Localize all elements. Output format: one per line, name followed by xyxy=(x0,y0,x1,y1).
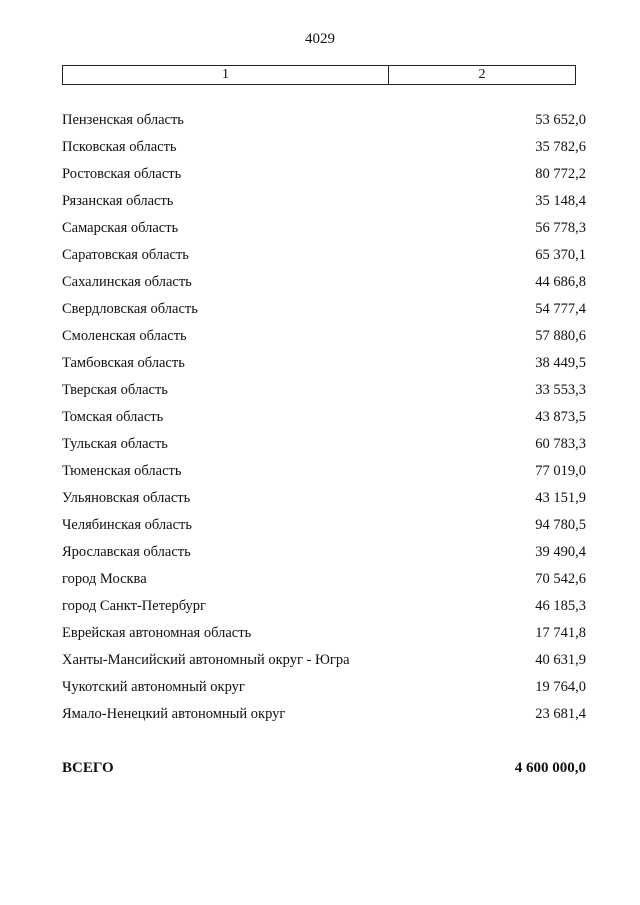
table-row xyxy=(62,272,586,299)
region-name: Ханты-Мансийский автономный округ - Югра xyxy=(62,652,350,668)
table-row xyxy=(62,596,586,623)
table-row xyxy=(62,299,586,326)
table-row xyxy=(62,650,586,677)
region-value: 44 686,8 xyxy=(535,274,586,290)
table-row xyxy=(62,569,586,596)
region-name: Самарская область xyxy=(62,220,179,236)
region-value: 19 764,0 xyxy=(535,679,586,695)
total-label: ВСЕГО xyxy=(62,760,114,776)
table-row xyxy=(62,407,586,434)
total-value: 4 600 000,0 xyxy=(514,760,586,776)
region-name: Ярославская область xyxy=(62,544,191,560)
region-value: 80 772,2 xyxy=(535,166,586,182)
region-value: 53 652,0 xyxy=(535,112,586,128)
table-row xyxy=(62,164,586,191)
region-value: 70 542,6 xyxy=(535,571,586,587)
table-row xyxy=(62,461,586,488)
region-name: Томская область xyxy=(62,409,164,425)
region-value: 65 370,1 xyxy=(535,247,586,263)
table-row xyxy=(62,110,586,137)
table-row xyxy=(62,191,586,218)
total-row xyxy=(62,760,586,777)
region-name: Ульяновская область xyxy=(62,490,191,506)
column-header-table xyxy=(62,65,576,85)
table-row xyxy=(62,353,586,380)
table-row xyxy=(62,542,586,569)
region-value: 54 777,4 xyxy=(535,301,586,317)
region-value: 56 778,3 xyxy=(535,220,586,236)
table-row xyxy=(62,434,586,461)
region-name: Ямало-Ненецкий автономный округ xyxy=(62,706,286,722)
column-header-2: 2 xyxy=(478,67,486,82)
region-value: 23 681,4 xyxy=(535,706,586,722)
region-name: Тюменская область xyxy=(62,463,182,479)
region-name: Рязанская область xyxy=(62,193,174,209)
region-name: Саратовская область xyxy=(62,247,189,263)
region-value: 39 490,4 xyxy=(535,544,586,560)
region-name: Тульская область xyxy=(62,436,168,452)
region-name: Смоленская область xyxy=(62,328,187,344)
region-name: Сахалинская область xyxy=(62,274,192,290)
region-value: 43 151,9 xyxy=(535,490,586,506)
region-name: город Санкт-Петербург xyxy=(62,598,207,614)
region-value: 35 148,4 xyxy=(535,193,586,209)
table-row xyxy=(62,704,586,731)
region-name: Ростовская область xyxy=(62,166,182,182)
table-row xyxy=(62,488,586,515)
region-value: 40 631,9 xyxy=(535,652,586,668)
table-row xyxy=(62,623,586,650)
region-value: 46 185,3 xyxy=(535,598,586,614)
region-name: Пензенская область xyxy=(62,112,184,128)
region-value: 57 880,6 xyxy=(535,328,586,344)
table-row xyxy=(62,218,586,245)
region-value: 43 873,5 xyxy=(535,409,586,425)
region-value: 94 780,5 xyxy=(535,517,586,533)
region-name: Тамбовская область xyxy=(62,355,185,371)
region-name: Челябинская область xyxy=(62,517,192,533)
region-name: Тверская область xyxy=(62,382,168,398)
region-value: 77 019,0 xyxy=(535,463,586,479)
region-value: 60 783,3 xyxy=(535,436,586,452)
region-name: Чукотский автономный округ xyxy=(62,679,245,695)
region-value: 17 741,8 xyxy=(535,625,586,641)
region-value: 35 782,6 xyxy=(535,139,586,155)
page-number: 4029 xyxy=(305,31,335,47)
region-value: 38 449,5 xyxy=(535,355,586,371)
table-row xyxy=(62,515,586,542)
table-row xyxy=(62,677,586,704)
table-row xyxy=(62,137,586,164)
region-name: Еврейская автономная область xyxy=(62,625,252,641)
table-row xyxy=(62,380,586,407)
region-value: 33 553,3 xyxy=(535,382,586,398)
table-row xyxy=(62,326,586,353)
region-name: город Москва xyxy=(62,571,147,587)
region-name: Свердловская область xyxy=(62,301,198,317)
region-list xyxy=(62,110,586,731)
column-header-1: 1 xyxy=(63,66,389,84)
region-name: Псковская область xyxy=(62,139,177,155)
table-row xyxy=(62,245,586,272)
